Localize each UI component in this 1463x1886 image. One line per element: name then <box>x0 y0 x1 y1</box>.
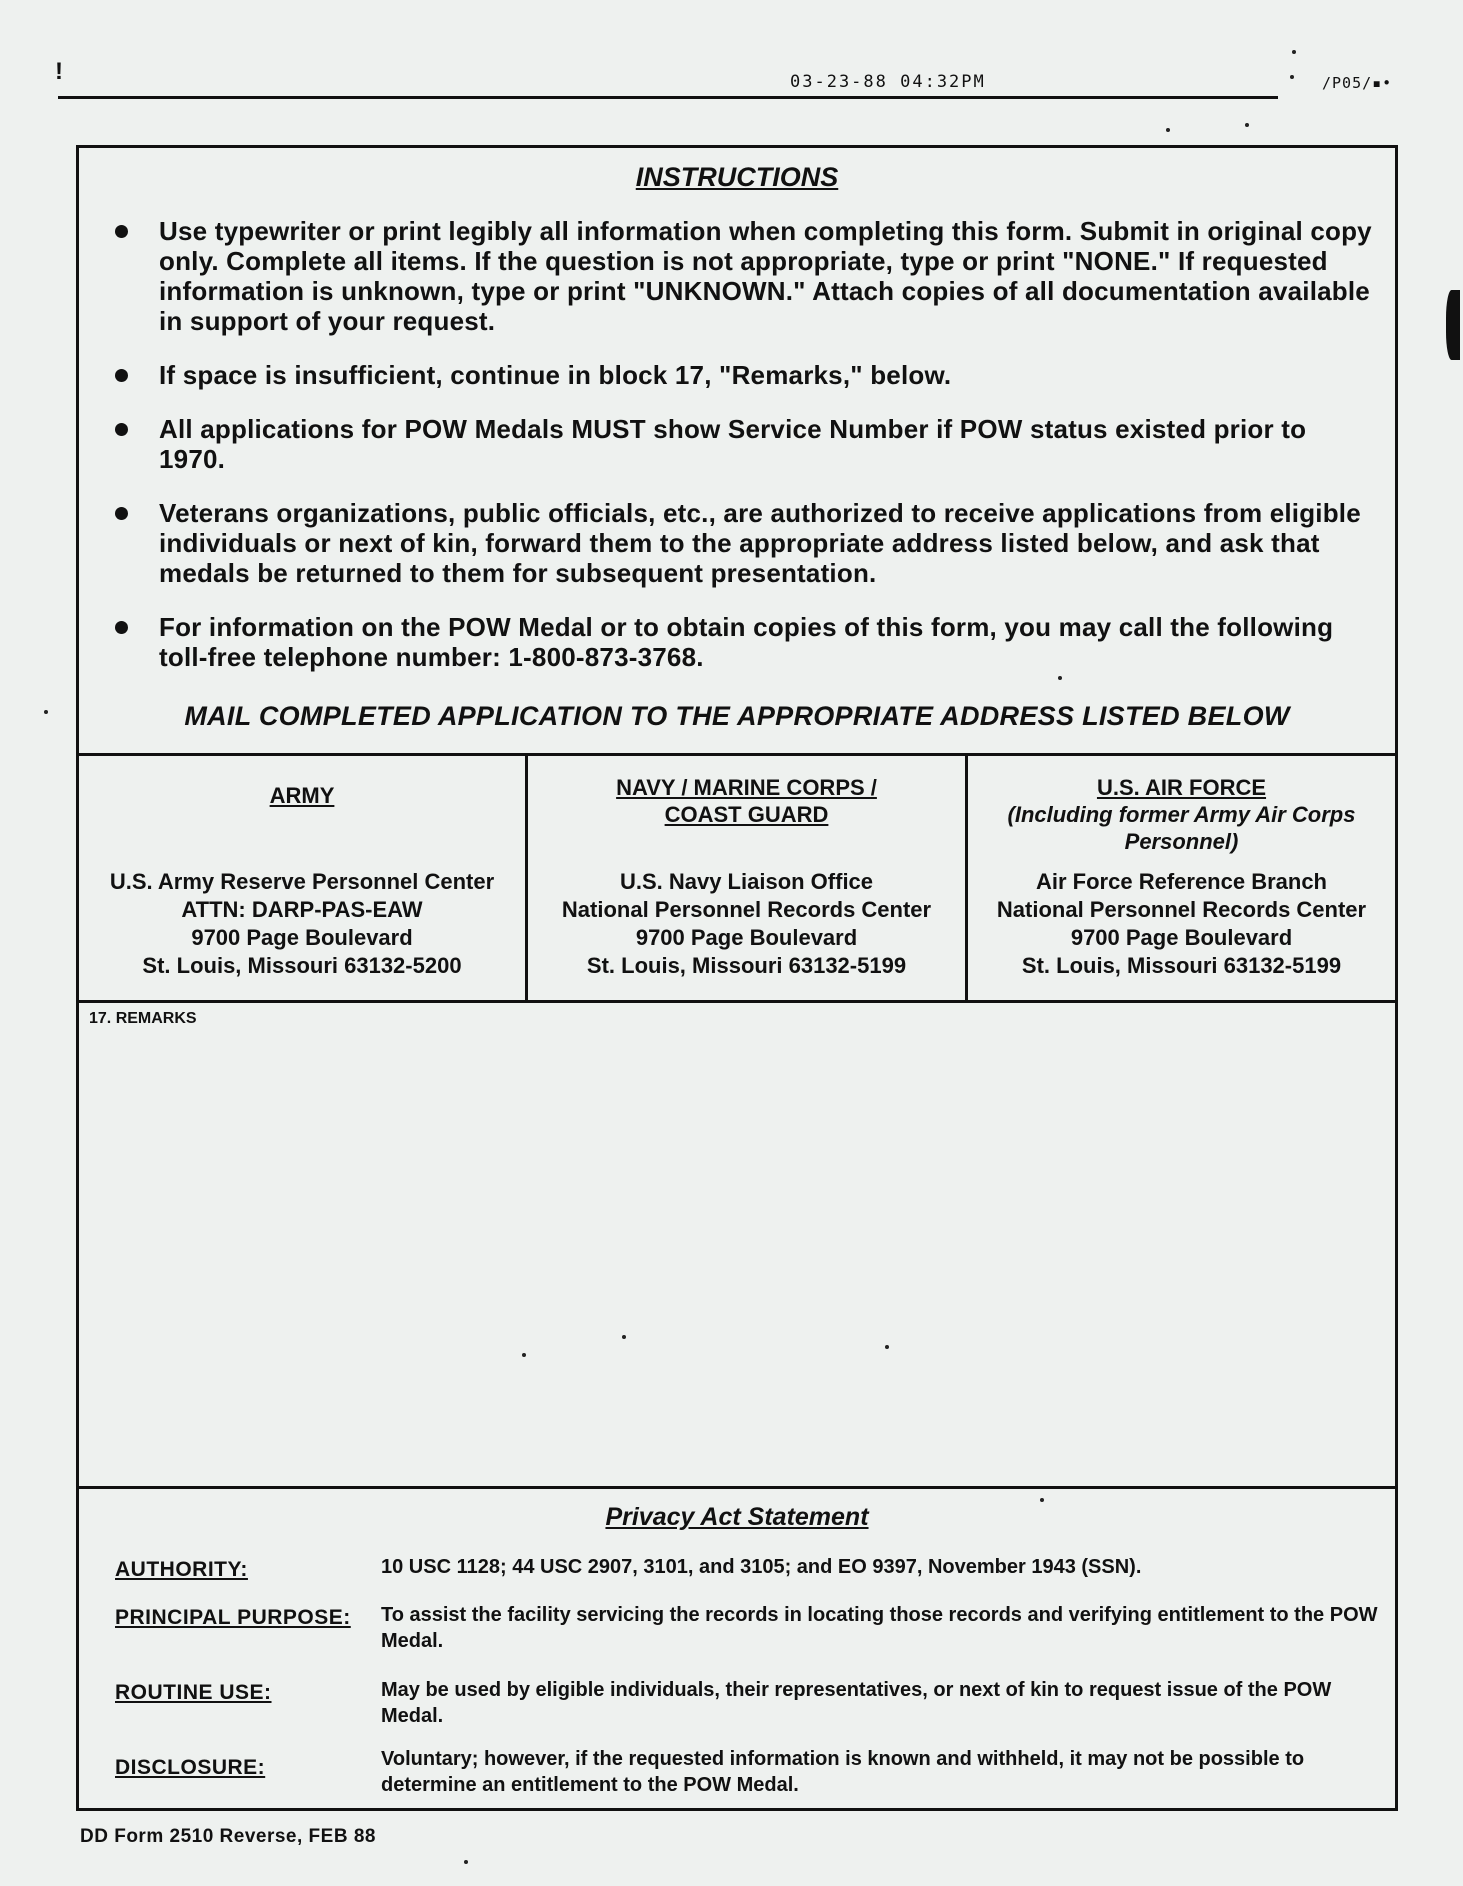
scan-speck <box>1166 128 1170 132</box>
scan-speck <box>522 1353 526 1357</box>
address-line: National Personnel Records Center <box>561 897 932 922</box>
bullet-icon <box>115 621 128 634</box>
address-line: St. Louis, Missouri 63132-5199 <box>586 953 907 978</box>
instruction-text: If space is insufficient, continue in block 17, "Remarks," below. <box>159 360 952 390</box>
fax-code: /P05/▪• <box>1322 74 1393 92</box>
scan-speck <box>885 1345 889 1349</box>
address-subtitle: (Including former Army Air Corps Personnel) <box>1007 802 1356 854</box>
address-grid <box>79 753 1395 1003</box>
address-line: U.S. Army Reserve Personnel Center <box>109 869 495 894</box>
form-identifier: DD Form 2510 Reverse, FEB 88 <box>80 1826 376 1847</box>
address-line: St. Louis, Missouri 63132-5200 <box>142 953 462 978</box>
scan-blot <box>1446 290 1460 360</box>
fax-rule <box>58 96 1278 99</box>
address-line: ATTN: DARP-PAS-EAW <box>181 897 423 922</box>
fax-mark: ! <box>55 58 63 85</box>
privacy-text: 10 USC 1128; 44 USC 2907, 3101, and 3105; and EO 9397, November 1943 (SSN). <box>381 1556 1142 1578</box>
instruction-item <box>109 216 1379 336</box>
address-line: 9700 Page Boulevard <box>1070 925 1293 950</box>
scan-speck <box>464 1860 468 1864</box>
scan-speck <box>1290 75 1294 79</box>
privacy-label: AUTHORITY: <box>115 1558 248 1581</box>
privacy-text: To assist the facility servicing the records in locating those records and verifying entitlement to the POW Medal. <box>381 1604 1378 1652</box>
scan-speck <box>1058 676 1062 680</box>
instruction-item <box>109 360 1379 390</box>
privacy-act-section <box>79 1486 1395 1808</box>
bullet-icon <box>115 225 128 238</box>
scan-speck <box>1245 123 1249 127</box>
instruction-item <box>109 498 1379 588</box>
mail-heading: MAIL COMPLETED APPLICATION TO THE APPROPRIATE ADDRESS LISTED BELOW <box>184 701 1290 731</box>
scan-speck <box>1292 50 1296 54</box>
privacy-label: PRINCIPAL PURPOSE: <box>115 1606 351 1629</box>
bullet-icon <box>115 369 128 382</box>
address-lines <box>528 868 965 980</box>
instruction-item <box>109 414 1379 474</box>
instruction-text: Use typewriter or print legibly all information when completing this form. Submit in original copy only. Complete all items. If the question is not appropriate, type or print "NONE." If requested information is unknown, type or print "UNKNOWN." Attach copies of all documentation available in support of your request. <box>159 216 1372 336</box>
address-title: NAVY / MARINE CORPS / <box>616 775 877 800</box>
address-navy <box>528 756 968 1000</box>
address-line: National Personnel Records Center <box>996 897 1367 922</box>
address-lines <box>79 868 525 980</box>
instructions-list <box>109 216 1379 696</box>
instruction-text: For information on the POW Medal or to obtain copies of this form, you may call the following toll-free telephone number: 1-800-873-3768. <box>159 612 1334 672</box>
instruction-text: Veterans organizations, public officials, etc., are authorized to receive applications from eligible individuals or next of kin, forward them to the appropriate address listed below, and ask that medals be returned to them for subsequent presentation. <box>159 498 1361 588</box>
address-line: 9700 Page Boulevard <box>191 925 413 950</box>
privacy-label: DISCLOSURE: <box>115 1756 266 1779</box>
remarks-label: 17. REMARKS <box>89 1010 197 1027</box>
address-line: 9700 Page Boulevard <box>635 925 858 950</box>
bullet-icon <box>115 423 128 436</box>
address-line: U.S. Navy Liaison Office <box>619 869 874 894</box>
privacy-label: ROUTINE USE: <box>115 1681 272 1704</box>
address-title: ARMY <box>269 783 335 808</box>
address-line: Air Force Reference Branch <box>1036 869 1327 894</box>
address-air-force <box>968 756 1395 1000</box>
privacy-title: Privacy Act Statement <box>605 1503 869 1531</box>
instruction-item <box>109 612 1379 672</box>
address-title: U.S. AIR FORCE <box>1096 775 1267 800</box>
scan-speck <box>622 1335 626 1339</box>
scan-speck <box>1040 1498 1044 1502</box>
form-frame <box>76 145 1398 1811</box>
bullet-icon <box>115 507 128 520</box>
instructions-title: INSTRUCTIONS <box>635 162 839 192</box>
fax-timestamp: 03-23-88 04:32PM <box>790 72 986 92</box>
address-line: St. Louis, Missouri 63132-5199 <box>1021 953 1342 978</box>
instruction-text: All applications for POW Medals MUST show Service Number if POW status existed prior to 1970. <box>159 414 1307 474</box>
scan-speck <box>44 710 48 714</box>
privacy-text: Voluntary; however, if the requested information is known and withheld, it may not be possible to determine an entitlement to the POW Medal. <box>381 1748 1305 1796</box>
privacy-text: May be used by eligible individuals, their representatives, or next of kin to request issue of the POW Medal. <box>381 1679 1332 1727</box>
address-title-line2: COAST GUARD <box>664 802 829 827</box>
address-lines <box>968 868 1395 980</box>
address-army <box>79 756 528 1000</box>
